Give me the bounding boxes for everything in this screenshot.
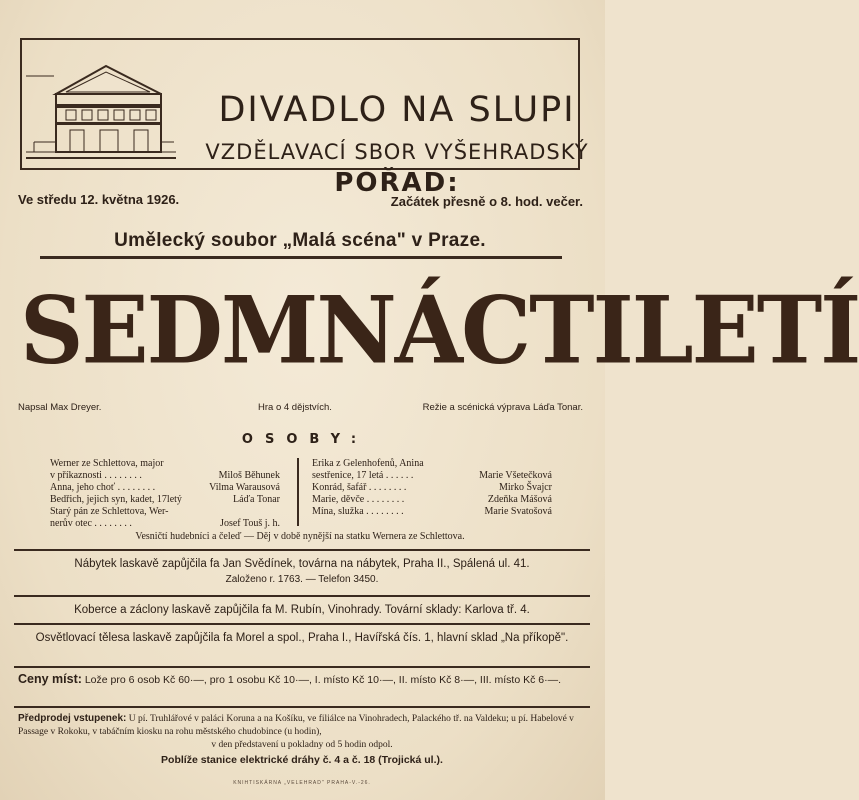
cast-actor: Vilma Warausová (209, 482, 280, 493)
credit-author: Napsal Max Dreyer. (18, 402, 102, 413)
cast-list-left (50, 458, 280, 530)
ticket-prices (18, 672, 586, 688)
cast-row (50, 506, 280, 530)
sponsor-text: Koberce a záclony laskavě zapůjčila fa M. Rubín, Vinohrady. Tovární sklady: Karlova tř. 4. (74, 604, 530, 616)
printer-imprint: KNIHTISKÁRNA „VELEHRAD" PRAHA-V.-26. (233, 780, 371, 786)
sponsor-carpets (18, 603, 586, 618)
sponsor-subtext: Založeno r. 1763. — Telefon 3450. (225, 574, 379, 585)
divider (14, 623, 590, 625)
cast-role: Starý pán ze Schlettova, Wer- nerův otec . . . . . . . . (50, 506, 169, 529)
cast-row (50, 482, 280, 494)
credit-direction: Režie a scénická výprava Láďa Tonar. (422, 402, 583, 413)
theatre-building-icon (26, 46, 176, 164)
cast-actor: Mirko Švajcr (498, 482, 552, 493)
cast-role: Erika z Gelenhofenů, Anina sestřenice, 17 letá . . . . . . (312, 458, 424, 481)
cast-row (312, 506, 552, 518)
cast-row (312, 458, 552, 482)
cast-actor: Zdeňka Mášová (487, 494, 552, 505)
cast-actor: Josef Touš j. h. (220, 518, 280, 529)
cast-list-right (312, 458, 552, 518)
sponsor-furniture (18, 557, 586, 587)
cast-row (312, 494, 552, 506)
cast-role: Marie, děvče . . . . . . . . (312, 494, 405, 505)
credit-acts: Hra o 4 dějstvích. (258, 402, 332, 413)
cast-role: Mína, služka . . . . . . . . (312, 506, 404, 517)
divider (14, 666, 590, 668)
presale-text-last: v den představení u pokladny od 5 hodin odpol. (211, 740, 393, 750)
presale-info (18, 712, 586, 752)
tram-info: Poblíže stanice elektrické dráhy č. 4 a č. 18 (Trojická ul.). (161, 754, 443, 766)
header-box (20, 38, 589, 198)
play-title: SEDMNÁCTILETÍ (20, 275, 859, 385)
performance-date: Ve středu 12. května 1926. (18, 192, 180, 207)
cast-row (312, 482, 552, 494)
presale-label: Předprodej vstupenek: (18, 713, 127, 724)
header-subtitle: VZDĚLAVACÍ SBOR VYŠEHRADSKÝ (205, 140, 589, 164)
sponsor-lighting (18, 631, 586, 646)
cast-row (50, 494, 280, 506)
cast-row (50, 458, 280, 482)
prices-label: Ceny míst: (18, 672, 82, 686)
header-program: POŘAD: (334, 168, 460, 198)
cast-actor: Marie Svatošová (484, 506, 552, 517)
cast-role: Bedřich, jejich syn, kadet, 17letý (50, 494, 182, 505)
sponsor-text: Osvětlovací tělesa laskavě zapůjčila fa Morel a spol., Praha I., Havířská čís. 1, hlavní sklad „Na příkopě". (35, 632, 569, 644)
cast-role: Anna, jeho choť . . . . . . . . (50, 482, 156, 493)
divider (14, 706, 590, 708)
ensemble-underline (40, 256, 562, 259)
ensemble-name: Umělecký soubor „Malá scéna" v Praze. (114, 230, 486, 251)
cast-actor: Marie Všetečková (479, 470, 552, 481)
prices-text: Lože pro 6 osob Kč 60·—, pro 1 osobu Kč 10·—, I. místo Kč 10·—, II. místo Kč 8·—, III. místo Kč 6·—. (84, 674, 562, 686)
divider (14, 595, 590, 597)
presale-text: U pí. Truhlářové v paláci Koruna a na Košíku, ve filiálce na Vinohradech, Palackého tř. na Valdeku; u pí. Habelové v Passage v Rokoku, v tabáčním kiosku na rohu městského chudobince (u hodin), (18, 714, 574, 737)
start-time: Začátek přesně o 8. hod. večer. (390, 194, 583, 209)
cast-role: Konrád, šafář . . . . . . . . (312, 482, 407, 493)
cast-divider (297, 458, 299, 526)
cast-actor: Miloš Běhunek (218, 470, 280, 481)
cast-role: Werner ze Schlettova, major v příkaznosti . . . . . . . . (50, 458, 164, 481)
divider (14, 549, 590, 551)
header-title: DIVADLO NA SLUPI (218, 90, 576, 130)
cast-heading: OSOBY: (241, 432, 369, 447)
cast-note: Vesničtí hudebníci a čeleď — Děj v době nynější na statku Wernera ze Schlettova. (135, 531, 465, 542)
cast-actor: Láďa Tonar (233, 494, 280, 505)
sponsor-text: Nábytek laskavě zapůjčila fa Jan Svědínek, továrna na nábytek, Praha II., Spálená ul. 41. (74, 558, 530, 570)
